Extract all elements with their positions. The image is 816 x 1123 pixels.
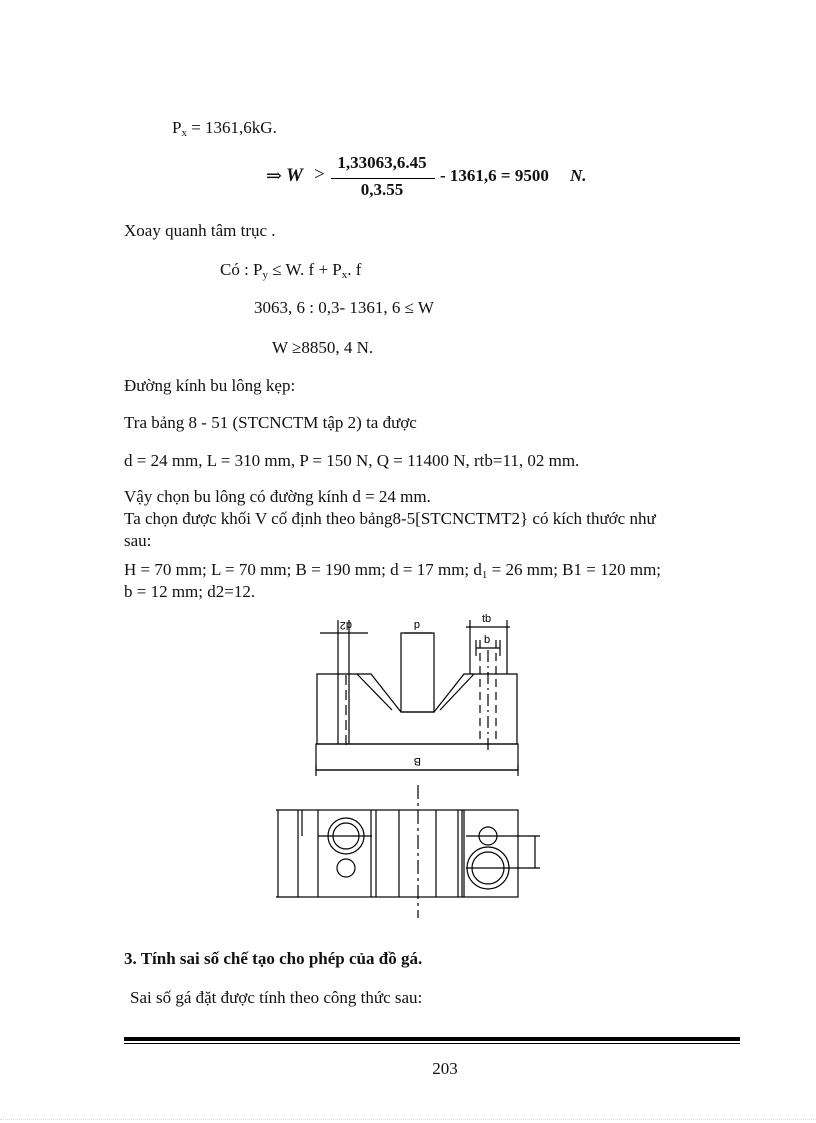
- section-title: 3. Tính sai số chế tạo cho phép của đồ gá.: [124, 949, 423, 968]
- vblock-line-1: Ta chọn được khối V cố định theo bảng8-5[STCNCTMT2} có kích thước như: [124, 509, 656, 528]
- inequality-1: 3063, 6 : 0,3- 1361, 6 ≤ W: [254, 298, 434, 317]
- footer-rule-thick: [124, 1037, 740, 1041]
- label-d: d: [413, 619, 420, 631]
- px-value-line: $P_x = 1361,6kG$.: [172, 118, 277, 139]
- eq-var-w: W: [286, 165, 303, 186]
- section-text: Sai số gá đặt được tính theo công thức sau:: [130, 988, 423, 1007]
- dims-line-2: b = 12 mm; d2=12.: [124, 582, 256, 601]
- inequality-2: W ≥8850, 4 N.: [272, 338, 374, 357]
- footer-rule-thin: [124, 1043, 740, 1044]
- v-block-body: [317, 674, 517, 744]
- label-tb: tb: [482, 613, 492, 625]
- dims-line-1: H = 70 mm; L = 70 mm; B = 190 mm; d = 17 mm; $d_1 = 26$ mm; B1 = 120 mm;: [124, 560, 662, 581]
- eq-numerator: 1,33063,6.45: [337, 153, 427, 172]
- label-b: b: [484, 634, 491, 646]
- page-number: 203: [432, 1059, 458, 1078]
- eq-rest: - 1361,6 = 9500: [440, 166, 549, 185]
- eq-denominator: 0,3.55: [360, 180, 404, 199]
- choose-bolt: Vậy chọn bu lông có đường kính d = 24 mm.: [124, 487, 431, 506]
- v-block-drawing: [0, 600, 816, 930]
- fraction-bar: [331, 178, 435, 179]
- page-edge: [0, 1119, 816, 1120]
- label-d2: d2: [339, 619, 352, 631]
- vblock-line-2: sau:: [124, 531, 152, 550]
- co-inequality: Có : $P_y \le W$. $f + P_x$. f: [220, 260, 362, 281]
- label-B: B: [413, 755, 421, 767]
- eq-unit: N.: [570, 166, 587, 185]
- table-reference: Tra bảng 8 - 51 (STCNCTM tập 2) ta được: [124, 413, 417, 432]
- bolt-params: d = 24 mm, L = 310 mm, P = 150 N, Q = 11400 N, rtb=11, 02 mm.: [124, 451, 580, 470]
- implies-symbol: ⇒: [266, 166, 282, 187]
- eq-gt: >: [314, 164, 325, 185]
- rotate-line: Xoay quanh tâm trục .: [124, 221, 276, 240]
- center-workpiece: [401, 633, 434, 712]
- bolt-diameter-title: Đường kính bu lông kẹp:: [124, 376, 296, 395]
